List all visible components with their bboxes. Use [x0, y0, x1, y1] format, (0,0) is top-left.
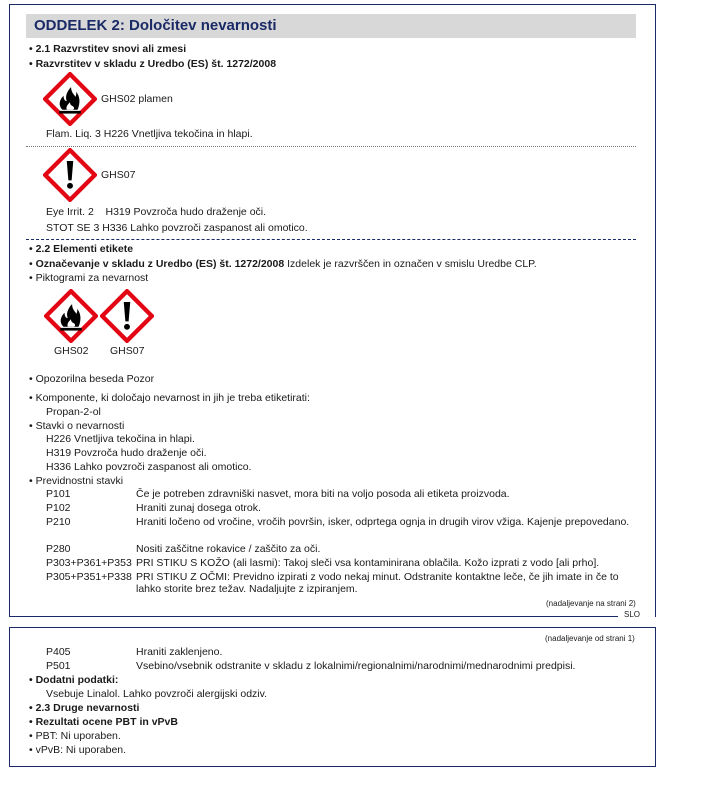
precaution-code: P501	[46, 660, 71, 672]
pictogram-caption-ghs07: GHS07	[110, 345, 145, 357]
pictograms-heading: • Piktogrami za nevarnost	[29, 272, 149, 284]
pbt-heading-text: Rezultati ocene PBT in vPvB	[35, 716, 178, 728]
pictogram-caption-ghs02: GHS02	[54, 345, 89, 357]
precaution-text: Hraniti ločeno od vročine, vročih površin, isker, odprtega ognja in drugih virov vžiga. Kajenje prepovedano.	[136, 516, 630, 528]
precaution-heading-text: Previdnostni stavki	[35, 475, 124, 487]
precaution-code: P280	[46, 543, 71, 555]
precaution-code: P101	[46, 488, 71, 500]
dashed-divider	[26, 239, 636, 240]
dotted-divider	[26, 146, 636, 147]
additional-text: Vsebuje Linalol. Lahko povzroči alergijski odziv.	[46, 688, 268, 700]
heading-2-3: • 2.3 Druge nevarnosti	[29, 702, 140, 714]
vpvb-line: • vPvB: Ni uporaben.	[29, 744, 127, 756]
continued-from-note: (nadaljevanje od strani 1)	[545, 634, 635, 643]
hazard-heading: • Stavki o nevarnosti	[29, 420, 125, 432]
language-code: SLO	[624, 610, 641, 619]
pictograms-heading-text: Piktogrami za nevarnost	[35, 272, 149, 284]
component-name: Propan-2-ol	[46, 406, 101, 418]
precaution-code: P305+P351+P338	[46, 571, 132, 583]
heading-2-2-text: 2.2 Elementi etikete	[35, 243, 134, 255]
exclamation-pictogram-icon	[43, 148, 97, 202]
additional-heading: • Dodatni podatki:	[29, 674, 119, 686]
precaution-text: PRI STIKU Z OČMI: Previdno izpirati z vodo nekaj minut. Odstranite kontaktne leče, če jih imate in če to lahko storite brez težav. Nadaljujte z izpiranjem.	[136, 571, 619, 595]
continued-next-note: (nadaljevanje na strani 2)	[546, 599, 636, 608]
precaution-code: P102	[46, 502, 71, 514]
precaution-text: PRI STIKU S KOŽO (ali lasmi): Takoj sleči vsa kontaminirana oblačila. Kožo izprati z vodo [ali prho].	[136, 557, 600, 569]
precaution-code: P303+P361+P353	[46, 557, 132, 569]
components-heading: • Komponente, ki določajo nevarnost in jih je treba etiketirati:	[29, 392, 310, 404]
hazard-heading-text: Stavki o nevarnosti	[35, 420, 125, 432]
flame-pictogram-icon	[44, 289, 98, 343]
precaution-heading: • Previdnostni stavki	[29, 475, 124, 487]
heading-2-2: • 2.2 Elementi etikete	[29, 243, 134, 255]
flame-pictogram-icon	[43, 72, 97, 126]
pbt-heading: • Rezultati ocene PBT in vPvB	[29, 716, 178, 728]
heading-2-1-text: 2.1 Razvrstitev snovi ali zmesi	[35, 43, 187, 55]
exclamation-pictogram-icon	[100, 289, 154, 343]
signal-word-text: Opozorilna beseda Pozor	[35, 373, 155, 385]
label-regulation-bold: Označevanje v skladu z Uredbo (ES) št. 1272/2008	[35, 258, 285, 270]
pictogram-1-label: GHS02 plamen	[101, 93, 173, 105]
label-regulation-line: • Označevanje v skladu z Uredbo (ES) št. 1272/2008 Izdelek je razvrščen in označen v smislu Uredbe CLP.	[29, 258, 537, 270]
hazard-statement: H226 Vnetljiva tekočina in hlapi.	[46, 433, 195, 445]
vpvb-text: vPvB: Ni uporaben.	[35, 744, 127, 756]
pbt-line: • PBT: Ni uporaben.	[29, 730, 121, 742]
additional-heading-text: Dodatni podatki:	[35, 674, 119, 686]
precaution-text: Vsebino/vsebnik odstranite v skladu z lokalnimi/regionalnimi/narodnimi/mednarodnimi predpisi.	[136, 660, 576, 672]
precaution-text: Nositi zaščitne rokavice / zaščito za oči.	[136, 543, 321, 555]
page-1-bottom-border	[9, 616, 618, 617]
precaution-text: Hraniti zaklenjeno.	[136, 646, 223, 658]
hazard-statement: H319 Povzroča hudo draženje oči.	[46, 447, 207, 459]
pictogram-2-statement-2: STOT SE 3 H336 Lahko povzroči zaspanost ali omotico.	[46, 222, 308, 234]
heading-2-1: • 2.1 Razvrstitev snovi ali zmesi	[29, 43, 187, 55]
section-title: ODDELEK 2: Določitev nevarnosti	[26, 14, 636, 38]
regulation-heading-text: Razvrstitev v skladu z Uredbo (ES) št. 1272/2008	[35, 58, 277, 70]
regulation-heading: • Razvrstitev v skladu z Uredbo (ES) št. 1272/2008	[29, 58, 277, 70]
signal-word: • Opozorilna beseda Pozor	[29, 373, 155, 385]
hazard-statement: H336 Lahko povzroči zaspanost ali omotico.	[46, 461, 252, 473]
pictogram-1-statement: Flam. Liq. 3 H226 Vnetljiva tekočina in hlapi.	[46, 128, 253, 140]
label-regulation-rest: Izdelek je razvrščen in označen v smislu Uredbe CLP.	[284, 258, 537, 270]
pbt-text: PBT: Ni uporaben.	[35, 730, 121, 742]
precaution-code: P405	[46, 646, 71, 658]
components-heading-text: Komponente, ki določajo nevarnost in jih je treba etiketirati:	[35, 392, 310, 404]
heading-2-3-text: 2.3 Druge nevarnosti	[35, 702, 140, 714]
pictogram-2-statement-1: Eye Irrit. 2 H319 Povzroča hudo draženje oči.	[46, 206, 267, 218]
precaution-code: P210	[46, 516, 71, 528]
precaution-text: Če je potreben zdravniški nasvet, mora biti na voljo posoda ali etiketa proizvoda.	[136, 488, 510, 500]
pictogram-2-label: GHS07	[101, 169, 136, 181]
precaution-text: Hraniti zunaj dosega otrok.	[136, 502, 261, 514]
